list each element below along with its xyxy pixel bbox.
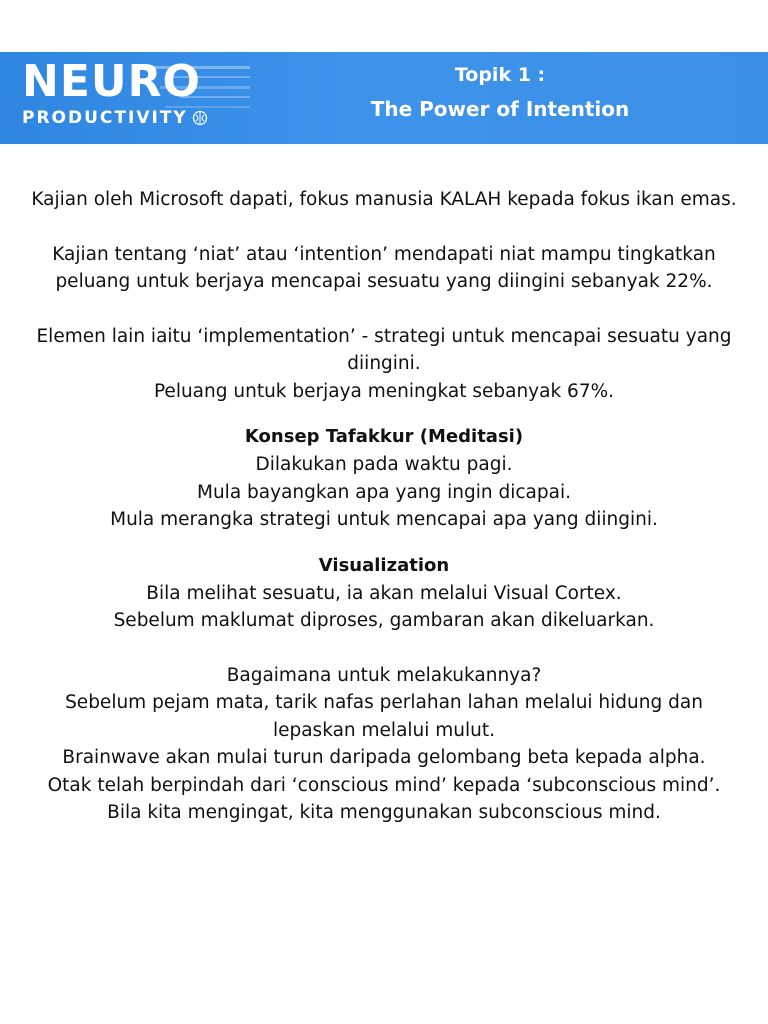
section-heading-meditation: Konsep Tafakkur (Meditasi) [244, 426, 524, 447]
topic-title: The Power of Intention [370, 97, 630, 121]
meditation-line-2: Mula bayangkan apa yang ingin dicapai. [197, 481, 571, 503]
logo-main-text: NEURO [22, 56, 201, 107]
paragraph-intention-study: Kajian tentang ‘niat’ atau ‘intention’ mendapati niat mampu tingkatkan peluang untuk berjaya mencapai sesuatu yang diingini sebanyak 22%. [52, 243, 716, 292]
section-heading-visualization: Visualization [318, 554, 450, 576]
logo-sub-row [22, 108, 208, 128]
howto-step-subconscious: Bila kita mengingat, kita menggunakan subconscious mind. [107, 802, 661, 823]
topic-label: Topik 1 : [454, 64, 546, 86]
topic-heading [330, 62, 670, 124]
paragraph-microsoft-study: Kajian oleh Microsoft dapati, fokus manusia KALAH kepada fokus ikan emas. [31, 189, 737, 210]
meditation-line-1: Dilakukan pada waktu pagi. [255, 454, 513, 475]
howto-step-mind-shift: Otak telah berpindah dari ‘conscious mind’ kepada ‘subconscious mind’. [47, 774, 721, 796]
brain-icon [192, 110, 208, 126]
howto-question: Bagaimana untuk melakukannya? [226, 664, 542, 686]
paragraph-success-rate: Peluang untuk berjaya meningkat sebanyak 67%. [153, 380, 615, 402]
visualization-line-2: Sebelum maklumat diproses, gambaran akan dikeluarkan. [113, 610, 655, 631]
visualization-line-1: Bila melihat sesuatu, ia akan melalui Visual Cortex. [146, 582, 622, 604]
paragraph-implementation: Elemen lain iaitu ‘implementation’ - strategi untuk mencapai sesuatu yang diingini. [36, 325, 732, 374]
logo-sub-text: PRODUCTIVITY [22, 108, 188, 128]
brand-logo [22, 58, 208, 128]
header-banner [0, 52, 768, 144]
howto-step-breathing: Sebelum pejam mata, tarik nafas perlahan lahan melalui hidung dan lepaskan melalui mulut. [65, 692, 703, 741]
article-body [30, 186, 738, 827]
howto-step-brainwave: Brainwave akan mulai turun daripada gelombang beta kepada alpha. [62, 747, 706, 768]
meditation-line-3: Mula merangka strategi untuk mencapai apa yang diingini. [110, 509, 658, 530]
